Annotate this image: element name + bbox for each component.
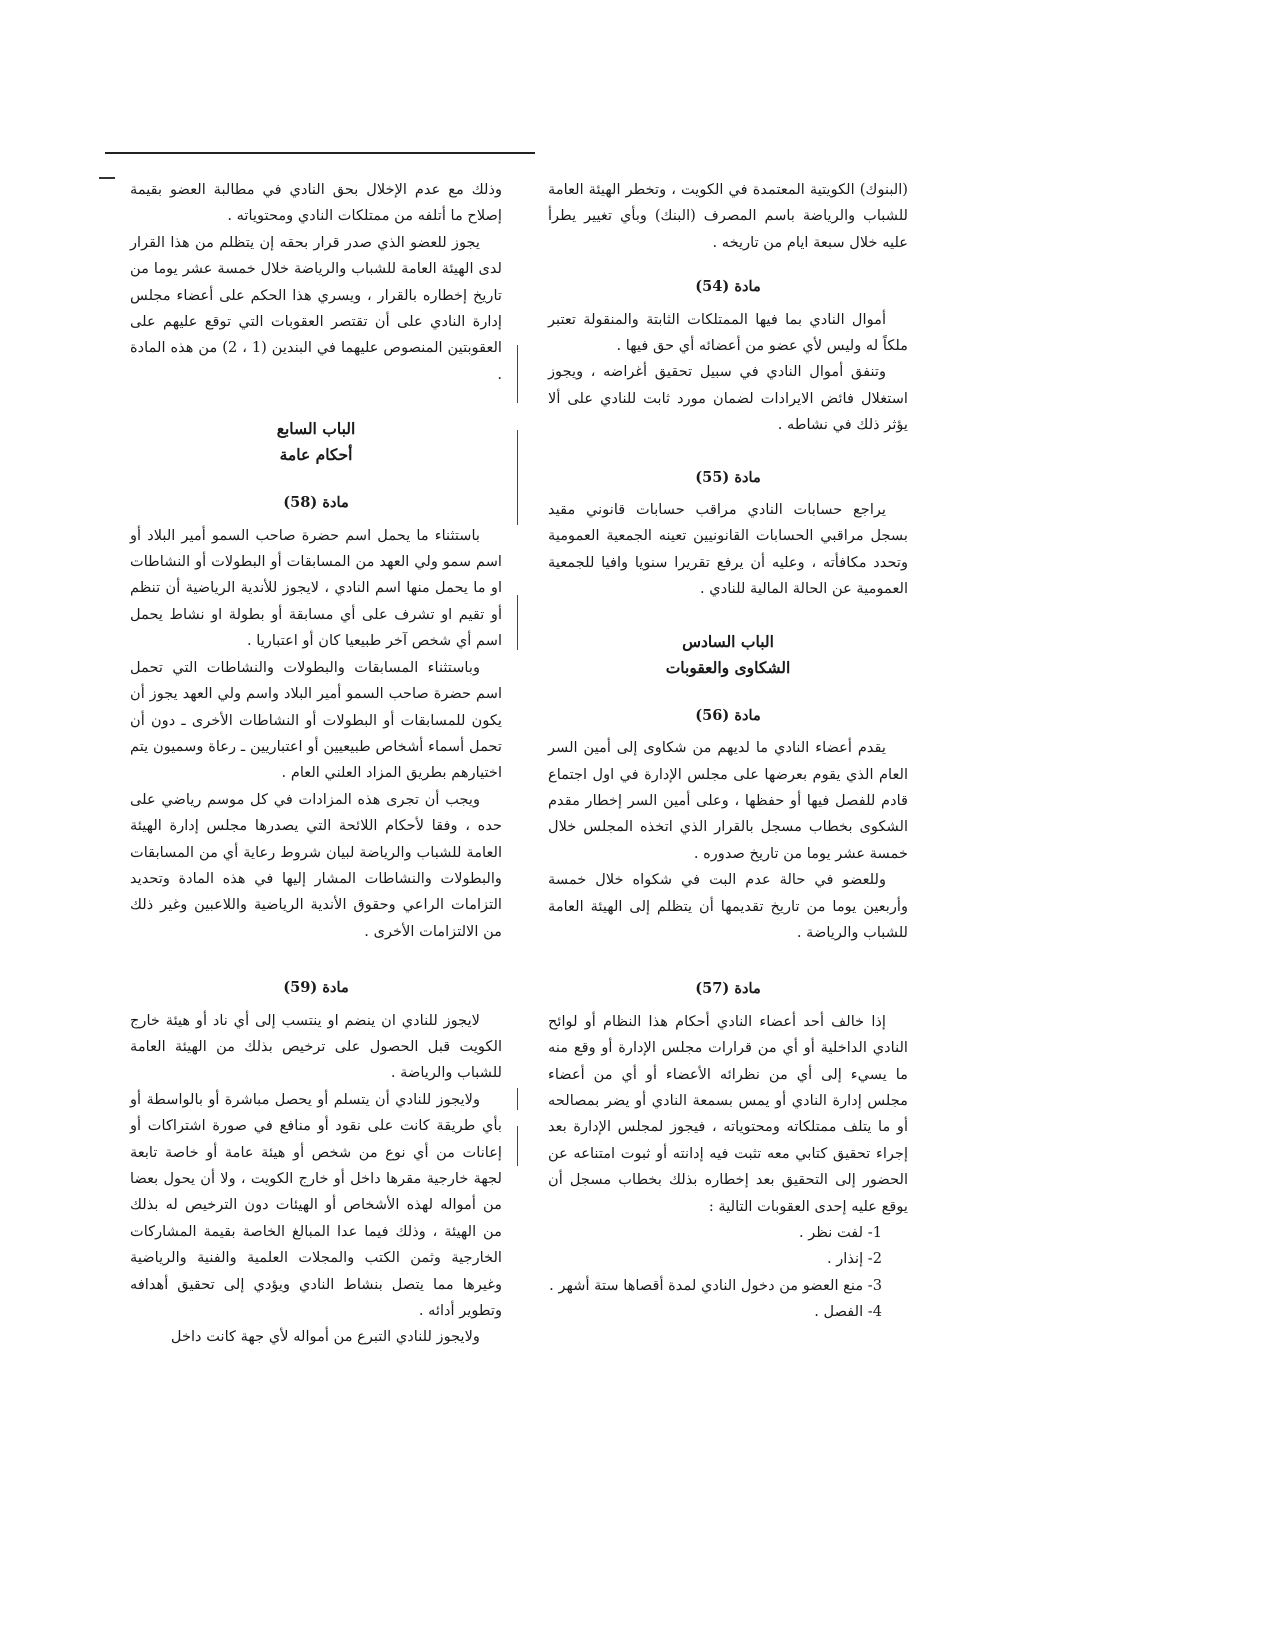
article-57-heading: مادة (57): [695, 980, 761, 998]
chapter-7-title: الباب السابع: [276, 419, 356, 439]
article-59-heading: مادة (59): [283, 979, 349, 997]
margin-mark: [99, 177, 115, 179]
article-58-paragraph-1: باستثناء ما يحمل اسم حضرة صاحب السمو أمير البلاد أو اسم سمو ولي العهد من المسابقات أو البطولات أو النشاطات او ما يحمل منها اسم النادي ، لايجوز للأندية الرياضية أن تنظم أو تقيم او تشرف على أي مسابقة أو بطولة او نشاط يحمل اسم أي شخص آخر طبيعيا كان أو اعتباريا .: [130, 526, 502, 650]
article-57-paragraph-1: إذا خالف أحد أعضاء النادي أحكام هذا النظام أو لوائح النادي الداخلية أو أي من قرارات مجلس الإدارة أو وقع منه ما يسيء إلى أي من نظرائه الأعضاء أو أي من أعضاء مجلس إدارة النادي أو يمس بسمعة النادي أو يضر بمصالحه أو ما يتلف ممتلكاته ومحتوياته ، فيجوز لمجلس الإدارة بعد إجراء تحقيق كتابي معه تثبت فيه إدانته أو ثبوت امتناعه عن الحضور إلى التحقيق بعد إخطاره بذلك بخطاب مسجل أن يوقع عليه إحدى العقوبات التالية :: [548, 1012, 908, 1215]
continuation-paragraph-2: يجوز للعضو الذي صدر قرار بحقه إن يتظلم من هذا القرار لدى الهيئة العامة للشباب والرياضة خلال خمسة عشر يوما من تاريخ إخطاره بالقرار ، ويسري هذا الحكم على أعضاء مجلس إدارة النادي على أن تقتصر العقوبات التي توقع عليهم على العقوبتين المنصوص عليهما في البندين (1 ، 2) من هذه المادة .: [130, 233, 502, 383]
right-column: [548, 177, 908, 1326]
article-59-paragraph-3: ولايجوز للنادي التبرع من أمواله لأي جهة كانت داخل: [170, 1328, 480, 1346]
penalty-item: 3- منع العضو من دخول النادي لمدة أقصاها ستة أشهر .: [549, 1276, 882, 1294]
article-58-paragraph-2: وباستثناء المسابقات والبطولات والنشاطات التي تحمل اسم حضرة صاحب السمو أمير البلاد واسم ولي العهد يجوز أن يكون للمسابقات أو البطولات أو النشاطات الأخرى ـ دون أن تحمل أسماء أشخاص طبيعيين أو اعتباريين ـ رعاة وسميون يتم اختيارهم بطريق المزاد العلني العام .: [130, 658, 502, 782]
continuation-paragraph-1: وذلك مع عدم الإخلال بحق النادي في مطالبة العضو بقيمة إصلاح ما أتلفه من ممتلكات النادي ومحتوياته .: [130, 181, 502, 225]
chapter-6-title: الباب السادس: [682, 631, 774, 651]
column-margin-mark: [517, 1088, 518, 1110]
article-59-paragraph-2: ولايجوز للنادي أن يتسلم أو يحصل مباشرة أو بالواسطة أو بأي طريقة كانت على نقود أو منافع في صورة اشتراكات أو إعانات من أي نوع من شخص أو هيئة عامة أو خاصة تابعة لجهة خارجية مقرها داخل أو خارج الكويت ، ولا أن يحول بعضا من أمواله لهذه الأشخاص أو الهيئات دون الترخيص له بذلك من الهيئة ، وذلك فيما عدا المبالغ الخاصة بقيمة المشاركات الخارجية وثمن الكتب والمجلات العلمية والفنية والرياضية وغيرها مما يتصل بنشاط النادي ويؤدي إلى تحقيق أهدافه وتطوير أدائه .: [130, 1090, 502, 1320]
article-55-paragraph-1: يراجع حسابات النادي مراقب حسابات قانوني مقيد بسجل مراقبي الحسابات القانونيين تعينه الجمعية العمومية وتحدد مكافأته ، وعليه أن يرفع تقريرا سنويا وافيا للجمعية العمومية عن الحالة المالية للنادي .: [548, 501, 908, 598]
penalty-list: [548, 1220, 908, 1326]
intro-paragraph: (البنوك) الكويتية المعتمدة في الكويت ، وتخطر الهيئة العامة للشباب والرياضة باسم المصرف (البنك) وبأي تغيير يطرأ عليه خلال سبعة ايام من تاريخه .: [548, 181, 908, 251]
column-margin-mark: [517, 430, 518, 525]
article-59-paragraph-1: لايجوز للنادي ان ينضم او ينتسب إلى أي ناد أو هيئة خارج الكويت قبل الحصول على ترخيص بذلك من الهيئة العامة للشباب والرياضة .: [130, 1011, 502, 1082]
chapter-7-heading: [130, 416, 502, 468]
article-54-paragraph-1: أموال النادي بما فيها الممتلكات الثابتة والمنقولة تعتبر ملكاً له وليس لأي عضو من أعضائه أي حق فيها .: [548, 310, 908, 355]
penalty-item: 2- إنذار .: [826, 1250, 882, 1268]
chapter-6-subtitle: الشكاوى والعقوبات: [665, 657, 791, 677]
header-rule: [105, 152, 535, 154]
article-58-paragraph-3: ويجب أن تجرى هذه المزادات في كل موسم رياضي على حده ، وفقا لأحكام اللائحة التي يصدرها مجلس إدارة الهيئة العامة للشباب والرياضة لبيان شروط رعاية أي من المسابقات والبطولات والنشاطات المشار إليها في هذه المادة وتحديد التزامات الراعي وحقوق الأندية الرياضية واللاعبين وغير ذلك من الالتزامات الأخرى .: [130, 790, 502, 940]
article-54-heading: مادة (54): [695, 278, 761, 296]
article-56-paragraph-1: يقدم أعضاء النادي ما لديهم من شكاوى إلى أمين السر العام الذي يقوم بعرضها على مجلس الإدارة في اول اجتماع قادم للفصل فيها أو حفظها ، وعلى أمين السر إخطار مقدم الشكوى بخطاب مسجل بالقرار الذي اتخذه المجلس خلال خمسة عشر يوما من تاريخ صدوره .: [548, 739, 908, 862]
article-54-paragraph-2: وتنفق أموال النادي في سبيل تحقيق أغراضه ، ويجوز استغلال فائض الايرادات لضمان مورد ثابت للنادي على ألا يؤثر ذلك في نشاطه .: [548, 363, 908, 434]
article-56-heading: مادة (56): [695, 706, 761, 724]
article-55-heading: مادة (55): [695, 468, 761, 486]
article-56-paragraph-2: وللعضو في حالة عدم البت في شكواه خلال خمسة وأربعين يوما من تاريخ تقديمها أن يتظلم إلى الهيئة العامة للشباب والرياضة .: [548, 871, 908, 941]
column-margin-mark: [517, 345, 518, 403]
article-58-heading: مادة (58): [283, 494, 349, 512]
column-margin-mark: [517, 595, 518, 650]
chapter-7-subtitle: أحكام عامة: [279, 445, 353, 465]
column-margin-mark: [517, 1126, 518, 1166]
penalty-item: 1- لفت نظر .: [798, 1224, 882, 1241]
chapter-6-heading: [548, 629, 908, 681]
left-column: [130, 177, 502, 1351]
penalty-item: 4- الفصل .: [814, 1303, 882, 1321]
